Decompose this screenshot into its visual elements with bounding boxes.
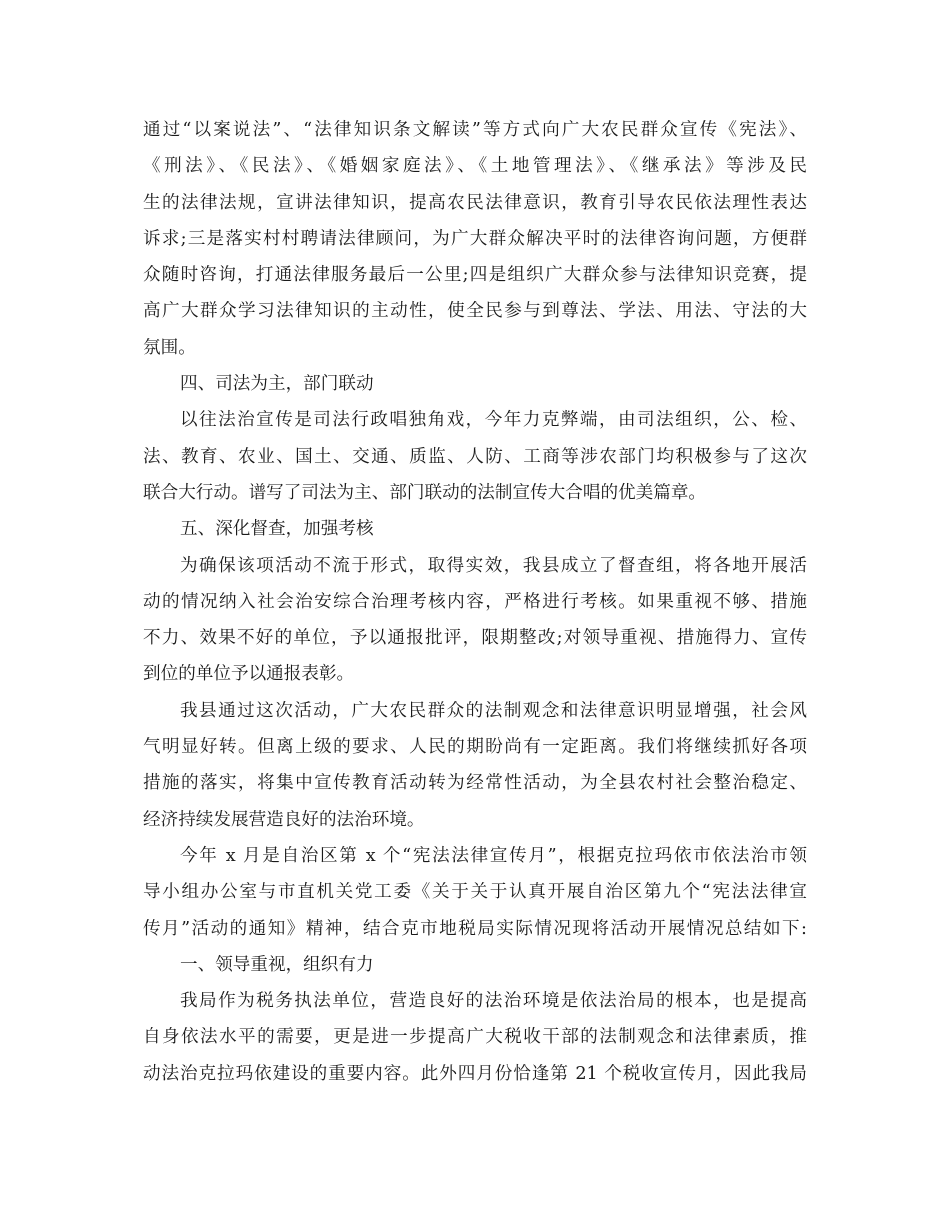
text-line: 传月”活动的通知》精神，结合克市地税局实际情况现将活动开展情况总结如下: <box>143 918 807 939</box>
text-line: 气明显好转。但离上级的要求、人民的期盼尚有一定距离。我们将继续抓好各项 <box>143 737 807 758</box>
text-line: 生的法律法规，宣讲法律知识，提高农民法律意识，教育引导农民依法理性表达 <box>143 192 807 213</box>
text-line: 高广大群众学习法律知识的主动性，使全民参与到尊法、学法、用法、守法的大 <box>143 301 807 322</box>
text-line: 《刑法》、《民法》、《婚姻家庭法》、《土地管理法》、《继承法》等涉及民 <box>143 156 807 177</box>
section-heading-1 <box>143 947 807 983</box>
text-line: 联合大行动。谱写了司法为主、部门联动的法制宣传大合唱的优美篇章。 <box>143 482 707 503</box>
text-line: 我县通过这次活动，广大农民群众的法制观念和法律意识明显增强，社会风 <box>180 700 807 721</box>
text-line: 法、教育、农业、国土、交通、质监、人防、工商等涉农部门均积极参与了这次 <box>143 446 807 467</box>
text-line: 导小组办公室与市直机关党工委《关于关于认真开展自治区第九个“宪法法律宣 <box>143 882 807 903</box>
text-line: 通过“以案说法”、“法律知识条文解读”等方式向广大农民群众宣传《宪法》、 <box>143 120 807 140</box>
section-heading-4 <box>143 366 807 402</box>
document-page <box>143 112 807 1092</box>
paragraph-2 <box>143 402 807 511</box>
text-line: 到位的单位予以通报表彰。 <box>143 664 355 685</box>
paragraph-1 <box>143 112 807 366</box>
text-line: 诉求;三是落实村村聘请法律顾问，为广大群众解决平时的法律咨询问题，方便群 <box>143 228 807 249</box>
paragraph-5 <box>143 838 807 947</box>
text-line: 自身依法水平的需要，更是进一步提高广大税收干部的法制观念和法律素质，推 <box>143 1027 807 1048</box>
text-line: 动的情况纳入社会治安综合治理考核内容，严格进行考核。如果重视不够、措施 <box>143 591 807 612</box>
text-line: 经济持续发展营造良好的法治环境。 <box>143 809 425 830</box>
heading-line: 四、司法为主，部门联动 <box>180 374 374 395</box>
section-heading-5 <box>143 511 807 547</box>
text-line: 今年 x 月是自治区第 x 个“宪法法律宣传月”，根据克拉玛依市依法治市领 <box>180 845 807 866</box>
text-line: 措施的落实，将集中宣传教育活动转为经常性活动，为全县农村社会整治稳定、 <box>143 773 807 794</box>
text-line: 为确保该项活动不流于形式，取得实效，我县成立了督查组，将各地开展活 <box>180 555 807 576</box>
text-line: 众随时咨询，打通法律服务最后一公里;四是组织广大群众参与法律知识竞赛，提 <box>143 265 807 286</box>
text-line: 不力、效果不好的单位，予以通报批评，限期整改;对领导重视、措施得力、宣传 <box>143 628 807 649</box>
paragraph-3 <box>143 548 807 693</box>
heading-line: 一、领导重视，组织有力 <box>180 954 374 975</box>
text-line: 以往法治宣传是司法行政唱独角戏，今年力克弊端，由司法组织，公、检、 <box>180 410 807 431</box>
text-line: 动法治克拉玛依建设的重要内容。此外四月份恰逢第 21 个税收宣传月，因此我局 <box>143 1063 807 1084</box>
heading-line: 五、深化督查，加强考核 <box>180 519 374 540</box>
text-line: 我局作为税务执法单位，营造良好的法治环境是依法治局的根本，也是提高 <box>180 991 807 1012</box>
paragraph-4 <box>143 693 807 838</box>
paragraph-6 <box>143 983 807 1092</box>
text-line: 氛围。 <box>143 337 196 358</box>
